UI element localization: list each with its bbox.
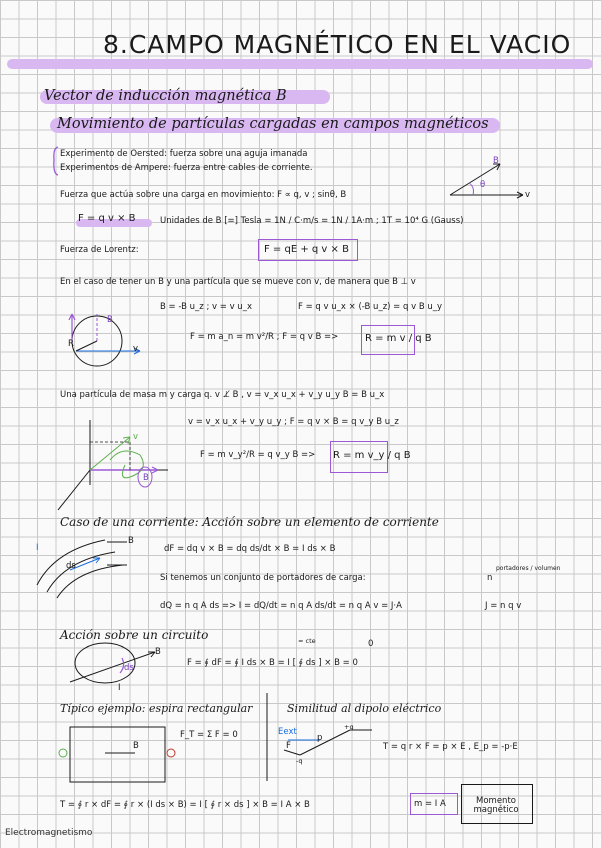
divider-line [265, 693, 269, 783]
vector-angle-diagram [445, 150, 535, 200]
heading-vector: Vector de inducción magnética B [44, 88, 287, 104]
circuito-zero-note: 0 [368, 639, 374, 649]
label-v-helix: v [133, 432, 139, 442]
radius-formula: R = m v / q B [365, 333, 432, 344]
circular-eq1: B = -B u_z ; v = v u_x [160, 302, 252, 312]
title-highlight [7, 59, 593, 69]
fuerza-unidades: Unidades de B [=] Tesla = 1N / C·m/s = 1N / 1A·m ; 1T = 10⁴ G (Gauss) [160, 216, 464, 226]
espira-eq: F_T = Σ F = 0 [180, 730, 238, 740]
label-v-top: v [525, 190, 531, 200]
corriente-n-note: portadores / volumen [496, 565, 561, 572]
label-v-circle: v [133, 344, 139, 354]
circular-eq2: F = q v u_x × (-B u_z) = q v B u_y [298, 302, 443, 312]
lorentz-formula: F = qE + q v × B [264, 244, 349, 255]
label-r: R [68, 339, 74, 349]
fuerza-formula: F = q v × B [78, 213, 136, 224]
helix-intro: Una partícula de masa m y carga q. v ⊥̸ B , v = v_x u_x + v_y u_y B = B u_x [60, 390, 385, 400]
page-title: 8.CAMPO MAGNÉTICO EN EL VACIO [103, 30, 572, 59]
label-theta: θ [480, 180, 486, 190]
corriente-eq3: J = n q v [485, 601, 522, 611]
label-b-loop: B [133, 741, 139, 751]
dipolo-eq: T = q r × F = p × E , E_p = -p·E [383, 742, 518, 752]
heading-tipico: Típico ejemplo: espira rectangular [60, 702, 253, 715]
helix-radius-formula: R = m v_y / q B [333, 450, 411, 461]
label-b-helix: B [143, 473, 149, 483]
label-b-circuit: B [155, 647, 161, 657]
label-eext: Eext [278, 727, 297, 737]
experiment-oersted: Experimento de Oersted: fuerza sobre una aguja imanada [60, 149, 308, 159]
helix-eq2: F = m v_y²/R = q v_y B => [200, 450, 316, 460]
corriente-n: n [487, 573, 493, 583]
torque-m-eq: m = I A [414, 799, 446, 809]
experiment-ampere: Experimentos de Ampere: fuerza entre cables de corriente. [60, 163, 313, 173]
heading-corriente: Caso de una corriente: Acción sobre un elemento de corriente [60, 515, 439, 529]
label-b-top: B [493, 156, 499, 166]
label-b-current: B [128, 536, 134, 546]
circular-eq3: F = m a_n = m v²/R ; F = q v B => [190, 332, 339, 342]
heading-circuito: Acción sobre un circuito [60, 628, 209, 642]
corriente-eq1: dF = dq v × B = dq ds/dt × B = I ds × B [164, 544, 336, 554]
label-q-minus: -q [296, 757, 303, 765]
corriente-eq2: dQ = n q A ds => I = dQ/dt = n q A ds/dt = n q A v = J·A [160, 601, 402, 611]
corriente-text: Si tenemos un conjunto de portadores de carga: [160, 573, 366, 583]
momento-label: Momento magnético [473, 796, 519, 815]
label-q-plus: +q [344, 723, 354, 731]
label-ds-current: ds [66, 561, 76, 571]
heading-movimiento: Movimiento de partículas cargadas en campos magnéticos [57, 116, 489, 132]
circular-intro: En el caso de tener un B y una partícula que se mueve con v, de manera que B ⊥ v [60, 277, 416, 287]
experiments-bracket [52, 146, 60, 176]
rect-loop-diagram [55, 720, 185, 790]
heading-similitud: Similitud al dipolo eléctrico [287, 702, 442, 715]
helix-eq1: v = v_x u_x + v_y u_y ; F = q v × B = q v_y B u_z [188, 417, 399, 427]
label-f-dipole: F [286, 741, 291, 751]
helix-diagram [50, 415, 180, 515]
label-i-current: I [36, 543, 39, 553]
lorentz-label: Fuerza de Lorentz: [60, 245, 139, 255]
torque-eq: T = ∮ r × dF = ∮ r × (I ds × B) = I [ ∮ r × ds ] × B = I A × B [60, 800, 310, 810]
fuerza-intro: Fuerza que actúa sobre una carga en movimiento: F ∝ q, v ; sinθ, B [60, 190, 347, 200]
circuito-eq: F = ∮ dF = ∮ I ds × B = I [ ∮ ds ] × B = 0 [187, 658, 358, 668]
label-p: p [317, 733, 323, 743]
label-b-circle: B [107, 315, 113, 325]
label-i-circuit: I [118, 683, 121, 693]
circuito-const-note: = cte [298, 637, 316, 645]
label-ds-circuit: ds [124, 663, 134, 673]
footer-subject: Electromagnetismo [5, 828, 93, 838]
